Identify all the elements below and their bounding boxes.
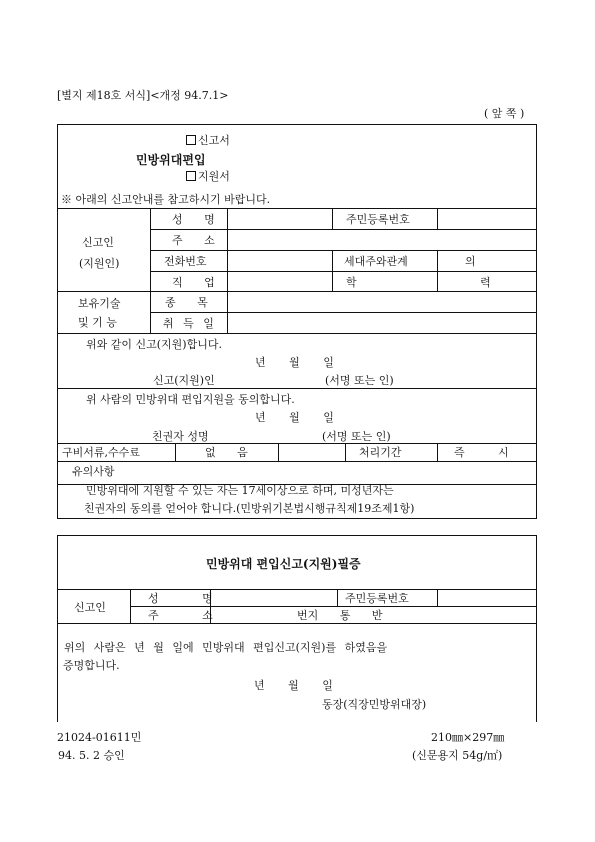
documents-label: 구비서류,수수료 — [62, 446, 140, 459]
receipt-title: 민방위대 편입신고(지원)필증 — [206, 557, 361, 571]
declarant-sign-note: (서명 또는 인) — [325, 374, 394, 387]
guide-note: ※ 아래의 신고안내를 참고하시기 바랍니다. — [61, 193, 271, 206]
receipt-address-detail: 번지 통 반 — [297, 609, 383, 622]
form-code: 21024-01611민 — [57, 731, 142, 744]
rrn-label: 주민등록번호 — [346, 213, 410, 226]
guardian-label: 친권자 성명 — [152, 430, 209, 443]
skill-acquired-field[interactable] — [228, 313, 536, 332]
address-label: 주 소 — [172, 234, 224, 247]
receipt-body-line-2: 증명합니다. — [63, 659, 120, 672]
address-field[interactable] — [228, 230, 536, 249]
skill-label-sub: 및 기 능 — [78, 316, 117, 329]
job-label: 직 업 — [172, 276, 224, 289]
receipt-body-line-1: 위의 사람은 년 월 일에 민방위대 편입신고(지원)를 하였음을 — [64, 641, 388, 654]
phone-field[interactable] — [228, 251, 331, 270]
job-field[interactable] — [228, 272, 331, 290]
declarant-label: 신고(지원)인 — [153, 374, 215, 387]
caution-title: 유의사항 — [72, 465, 115, 478]
processing-period-label: 처리기간 — [359, 446, 402, 459]
caution-line-1: 민방위대에 지원할 수 있는 자는 17세이상으로 하며, 미성년자는 — [86, 484, 394, 497]
form-title: 민방위대편입 — [136, 153, 206, 167]
phone-label: 전화번호 — [164, 255, 207, 268]
education-field[interactable] — [438, 272, 536, 290]
processing-period-value: 즉 시 — [454, 446, 509, 459]
consent-text: 위 사람의 민방위대 편입지원을 동의합니다. — [86, 393, 295, 406]
receipt-applicant-label: 신고인 — [74, 601, 106, 614]
rrn-field[interactable] — [438, 209, 536, 228]
paper-size: 210㎜×297㎜ — [431, 731, 505, 744]
relation-label: 세대주와관계 — [344, 255, 408, 268]
receipt-name-field[interactable] — [211, 590, 336, 605]
consent-date: 년 월 일 — [255, 411, 334, 424]
checkbox-apply[interactable] — [186, 171, 196, 181]
education-label: 학 력 — [346, 276, 551, 289]
receipt-issuer: 동장(직장민방위대장) — [322, 698, 427, 711]
form-reference: [별지 제18호 서식]<개정 94.7.1> — [57, 89, 229, 102]
paper-type: (신문용지 54g/㎡) — [412, 749, 503, 762]
receipt-address-label: 주 소 — [148, 609, 233, 622]
option-apply-label: 지원서 — [198, 170, 230, 183]
applicant-label: 신고인 — [82, 236, 114, 249]
name-field[interactable] — [228, 209, 331, 228]
skill-type-label: 종 목 — [165, 296, 217, 309]
option-apply[interactable] — [186, 170, 230, 183]
guardian-sign-note: (서명 또는 인) — [322, 430, 391, 443]
skill-acquired-label: 취 득 일 — [163, 317, 217, 330]
declaration-date: 년 월 일 — [255, 356, 334, 369]
checkbox-report[interactable] — [186, 135, 196, 145]
documents-value: 없 음 — [205, 446, 248, 459]
receipt-name-label: 성 명 — [148, 592, 233, 605]
approval-date: 94. 5. 2 승인 — [58, 749, 125, 762]
caution-line-2: 친권자의 동의를 얻어야 합니다.(민방위기본법시행규칙제19조제1항) — [84, 502, 415, 515]
declaration-text: 위와 같이 신고(지원)합니다. — [86, 338, 222, 351]
name-label: 성 명 — [172, 213, 224, 226]
declarant-signature-field[interactable] — [225, 372, 320, 386]
page-side-label: ( 앞 쪽 ) — [484, 107, 525, 120]
receipt-date: 년 월 일 — [254, 679, 333, 692]
applicant-label-sub: (지원인) — [79, 257, 120, 270]
relation-suffix: 의 — [465, 255, 476, 268]
option-report[interactable] — [186, 134, 230, 147]
guardian-signature-field[interactable] — [222, 428, 317, 441]
receipt-rrn-field[interactable] — [438, 590, 536, 605]
option-report-label: 신고서 — [198, 134, 230, 147]
skill-label: 보유기술 — [78, 297, 121, 310]
skill-type-field[interactable] — [228, 292, 536, 311]
receipt-rrn-label: 주민등록번호 — [345, 592, 409, 605]
